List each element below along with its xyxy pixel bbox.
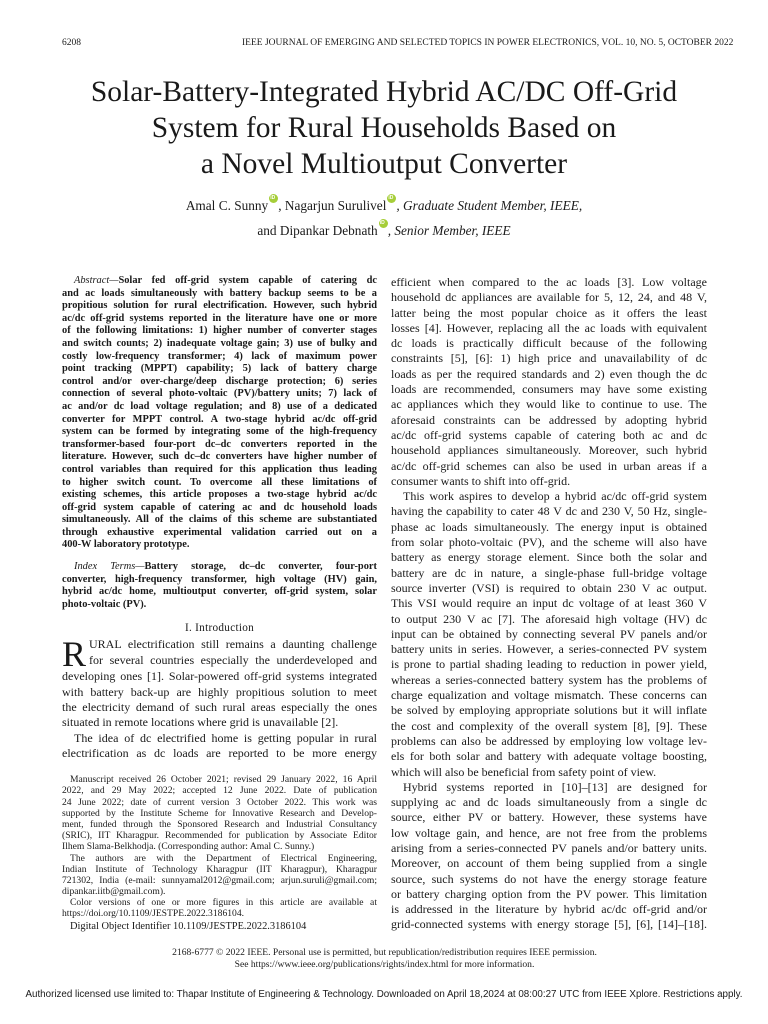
footnote-line: 721302, India (e-mail: sunnyamal2012@gmail.com; arjun.suruli@gmail.com; [62, 874, 377, 886]
body-line: having the capability to cater 48 V dc and 230 V, 50 Hz, single- [391, 504, 707, 519]
body-line: phase ac loads simultaneously. The energy input is obtained [391, 519, 707, 534]
abstract-line: control variables than required for this application thus leading [62, 463, 377, 475]
body-line: latter being the most popular choice as it offers the least [391, 305, 707, 320]
body-line: whereas a series-connected battery system has the problems of [391, 672, 707, 687]
abstract-line: simultaneously. All of the claims of this scheme are substantiated [62, 514, 377, 526]
abstract-line: ac/dc off-grid systems reported in the literature have one or more [62, 312, 377, 324]
section-heading: I. Introduction [184, 622, 255, 635]
footnote-line: 2022, and 29 May 2022; accepted 12 June 2022. Date of publication [62, 785, 377, 797]
footnote [62, 774, 377, 932]
abstract-line: of the following limitations: 1) higher number of converter stages [62, 325, 377, 337]
body-line: constraints [5], [6]: 1) high price and unavailability of dc [391, 351, 707, 366]
abstract-line: converter for MPPT control. A two-stage hybrid ac/dc off-grid [62, 413, 377, 425]
body-line: loads are recommended, consumers may have some existing [391, 382, 707, 397]
body-paragraph [391, 275, 707, 489]
body-line: battery as energy storage element. Since both the solar and [391, 550, 707, 565]
page-number: 6208 [62, 38, 81, 48]
footnote-line: Color versions of one or more figures in this article are available at [70, 897, 377, 909]
abstract-line: ac and/or dc load voltage regulation; and 8) use of a dedicated [62, 400, 377, 412]
index-terms-line: hybrid ac/dc home, multioutput converter, off-grid system, solar [62, 586, 377, 598]
abstract-line: Abstract—Solar fed off-grid system capable of catering dc [74, 275, 377, 286]
body-line: be solved by employing appropriate solutions but it will inflate [391, 703, 707, 718]
body-paragraph [391, 489, 707, 780]
abstract [62, 275, 377, 552]
abstract-line: connection of several photo-voltaic (PV)/battery units; 7) lack of [62, 388, 377, 400]
body-line: electrification as dc loads are reported to be more energy [62, 745, 377, 760]
running-head: IEEE JOURNAL OF EMERGING AND SELECTED TOPICS IN POWER ELECTRONICS, VOL. 10, NO. 5, OCTOBER 2022 [242, 38, 734, 48]
body-line: loads as per the required standards and 2) even though the dc [391, 366, 707, 381]
abstract-line: and switch counts; 2) inadequate voltage gain; 3) use of bulky and [62, 337, 377, 349]
authorized-use-notice: Authorized licensed use limited to: Thapar Institute of Engineering & Technology. Downloaded on April 18,2024 at 08:00:27 UTC from IEEE Xplore. Restrictions apply. [25, 989, 743, 1000]
paper-title [40, 74, 728, 182]
title-line: System for Rural Households Based on [151, 112, 617, 144]
copyright-notice [62, 947, 707, 971]
orcid-icon[interactable] [379, 219, 388, 228]
body-line: URAL electrification still remains a daunting challenge [89, 637, 377, 652]
index-terms-line: photo-voltaic (PV). [62, 598, 147, 610]
footnote-line: 24 June 2022; date of current version 3 October 2022. This work was [62, 796, 377, 808]
body-line: source, either PV or battery. However, these systems have [391, 810, 707, 825]
abstract-line: costly low-frequency transformer; 4) lack of maximum power [62, 350, 377, 362]
author-membership: , Graduate Student Member, IEEE, [396, 198, 583, 213]
abstract-line: existing schemes, this article proposes a two-stage hybrid ac/dc [62, 489, 377, 501]
doi-link[interactable]: https://doi.org/10.1109/JESTPE.2022.3186104. [62, 908, 245, 920]
author-name: , Nagarjun Surulivel [278, 198, 387, 213]
body-paragraph [391, 780, 707, 933]
left-column [62, 275, 377, 932]
body-line: arising from a series-connected PV panels and/or battery units. [391, 840, 707, 855]
body-line: ac/dc off-grid schemes can also be used in urban areas if a [391, 458, 707, 473]
body-line: This work aspires to develop a hybrid ac/dc off-grid system [403, 489, 707, 504]
body-line: which will also be beneficial from safety point of view. [391, 764, 657, 779]
abstract-label: Abstract— [74, 275, 119, 286]
body-line: problems can also be addressed by employing low voltage lev- [391, 733, 707, 748]
body-line: source, such systems do not have the energy storage feature [391, 871, 707, 886]
abstract-line: to higher switch count. To overcome all these limitations of [62, 476, 377, 488]
body-line: battery units in series. However, a series-connected PV system [391, 642, 707, 657]
footnote-line: Manuscript received 26 October 2021; revised 29 January 2022, 16 April [70, 774, 377, 786]
title-line: Solar-Battery-Integrated Hybrid AC/DC Off-Grid [90, 76, 678, 108]
copyright-line: 2168-6777 © 2022 IEEE. Personal use is permitted, but republication/redistribution requires IEEE permission. [172, 947, 597, 958]
abstract-line: off-grid system capable of catering ac and dc household loads [62, 501, 377, 513]
author-line-2 [60, 219, 708, 239]
author-membership: , Senior Member, IEEE [387, 223, 511, 238]
footnote-line: Ilhem Slama-Belkhodja. (Corresponding author: Amal C. Sunny.) [62, 841, 315, 853]
body-line: Moreover, on account of them being supplied from a single [391, 856, 707, 871]
body-line: the cost and complexity of the overall system [8], [9]. These [391, 718, 707, 733]
author-name: and Dipankar Debnath [257, 223, 378, 238]
body-line: from solar photo-voltaic (PV), and the scheme will also have [391, 535, 707, 550]
body-line: source inverter (VSI) is required to obtain 230 V ac output. [391, 580, 707, 595]
body-line: situated in remote locations where grid is unavailable [2]. [62, 715, 339, 730]
body-line: els for both solar and battery with adequate voltage boosting, [391, 749, 707, 764]
abstract-line: and ac loads simultaneously with battery backup seems to be a [62, 287, 377, 299]
body-line: or battery charging option from the PV power. This limitation [391, 886, 707, 901]
body-line: aforesaid constraints can be addressed by adopting hybrid [391, 412, 707, 427]
abstract-line: propitious solution for rural electrification. However, such hybrid [62, 300, 377, 312]
body-line: ac/dc off-grid systems capable of catering both ac and dc [391, 427, 707, 442]
footnote-line: Indian Institute of Technology Kharagpur (IIT Kharagpur), Kharagpur [62, 863, 377, 875]
abstract-line: point tracking (MPPT) capability; 5) lack of battery charge [62, 363, 377, 375]
intro-paragraph-2 [62, 731, 377, 762]
footnote-line: The authors are with the Department of Electrical Engineering, [70, 852, 377, 864]
body-line: low voltage gain, and hence, are not free from the problems [391, 825, 707, 840]
body-line: efficient when compared to the ac loads [3]. Low voltage [391, 275, 707, 289]
body-line: grid-connected systems with energy storage [5], [6], [14]–[18]. [391, 917, 707, 932]
footnote-line: (SRIC), IIT Kharagpur. Recommended for publication by Associate Editor [62, 830, 377, 842]
abstract-line: 400-W laboratory prototype. [62, 539, 190, 551]
footnote-line: Digital Object Identifier 10.1109/JESTPE.2022.3186104 [70, 920, 307, 932]
body-line: household appliances simultaneously. Moreover, such hybrid [391, 443, 707, 458]
body-line: Hybrid systems reported in [10]–[13] are designed for [403, 779, 707, 794]
footnote-line: dipankar.iitb@gmail.com). [62, 886, 166, 898]
author-name: Amal C. Sunny [185, 198, 269, 213]
body-line: consumer wants to shift into off-grid. [391, 473, 571, 488]
body-line: for several countries especially the underdeveloped and [89, 652, 377, 667]
abstract-line: system can be formed by integrating some of the high-frequency [62, 426, 377, 438]
index-terms [62, 561, 377, 611]
index-terms-line: Index Terms—Battery storage, dc–dc converter, four-port [74, 561, 377, 573]
author-line-1 [60, 194, 708, 214]
body-line: supplying ac and dc loads simultaneously from a single dc [391, 795, 707, 810]
rights-link[interactable]: See https://www.ieee.org/publications/rights/index.html for more information. [234, 959, 535, 970]
title-line: a Novel Multioutput Converter [200, 148, 568, 180]
body-line: The idea of dc electrified home is getting popular in rural [74, 730, 377, 745]
body-line: losses [4]. However, replacing all the ac loads with equivalent [391, 320, 707, 335]
footnote-line: supported by the Institute Scheme for Innovative Research and Develop- [62, 807, 377, 819]
body-line: input can be obtained by connecting several PV panels and/or [391, 626, 707, 641]
body-line: the electricity demand of such rural areas especially the ones [62, 700, 377, 715]
abstract-line: transformer-based four-port dc–dc converters reported in the [62, 438, 377, 450]
abstract-line: literature. However, such dc–dc converters have higher number of [62, 451, 377, 463]
body-line: charge equalization and voltage mismatch. These concerns can [391, 688, 707, 703]
index-terms-label: Index Terms— [74, 561, 145, 573]
body-line: developing ones [1]. Solar-powered off-grid systems integrated [62, 669, 377, 684]
body-line: ac appliances which they would like to continue to use. The [391, 397, 707, 412]
abstract-line: through exhaustive experimental validation carried out on a [62, 526, 377, 538]
intro-paragraph-1 [62, 634, 377, 730]
body-line: household dc appliances are available for 5, 12, 24, and 48 V, [391, 290, 707, 305]
body-line: is addressed in the literature by hybrid ac/dc off-grid and/or [391, 902, 707, 917]
right-column [391, 275, 707, 933]
body-line: This VSI would require an input dc voltage of at least 360 V [391, 596, 707, 611]
body-line: with battery back-up are highly propitious solution to meet [62, 684, 377, 699]
index-terms-line: converter, high-frequency transformer, high voltage (HV) gain, [62, 573, 377, 585]
footnote-line: ment, funded through the Sponsored Research and Industrial Consultancy [62, 818, 377, 830]
body-line: to output 230 V ac [7]. The aforesaid high voltage (HV) dc [391, 611, 707, 626]
abstract-line: control and/or over-charge/deep discharge protection; 6) series [62, 375, 377, 387]
orcid-icon[interactable] [269, 194, 278, 203]
body-line: is prone to partial shading leading to reduction in power yield, [391, 657, 707, 672]
drop-cap: R [62, 634, 87, 675]
body-line: dc loads is practically difficult because of the following [391, 336, 707, 351]
body-line: battery are dc in nature, a single-phase full-bridge voltage [391, 565, 707, 580]
